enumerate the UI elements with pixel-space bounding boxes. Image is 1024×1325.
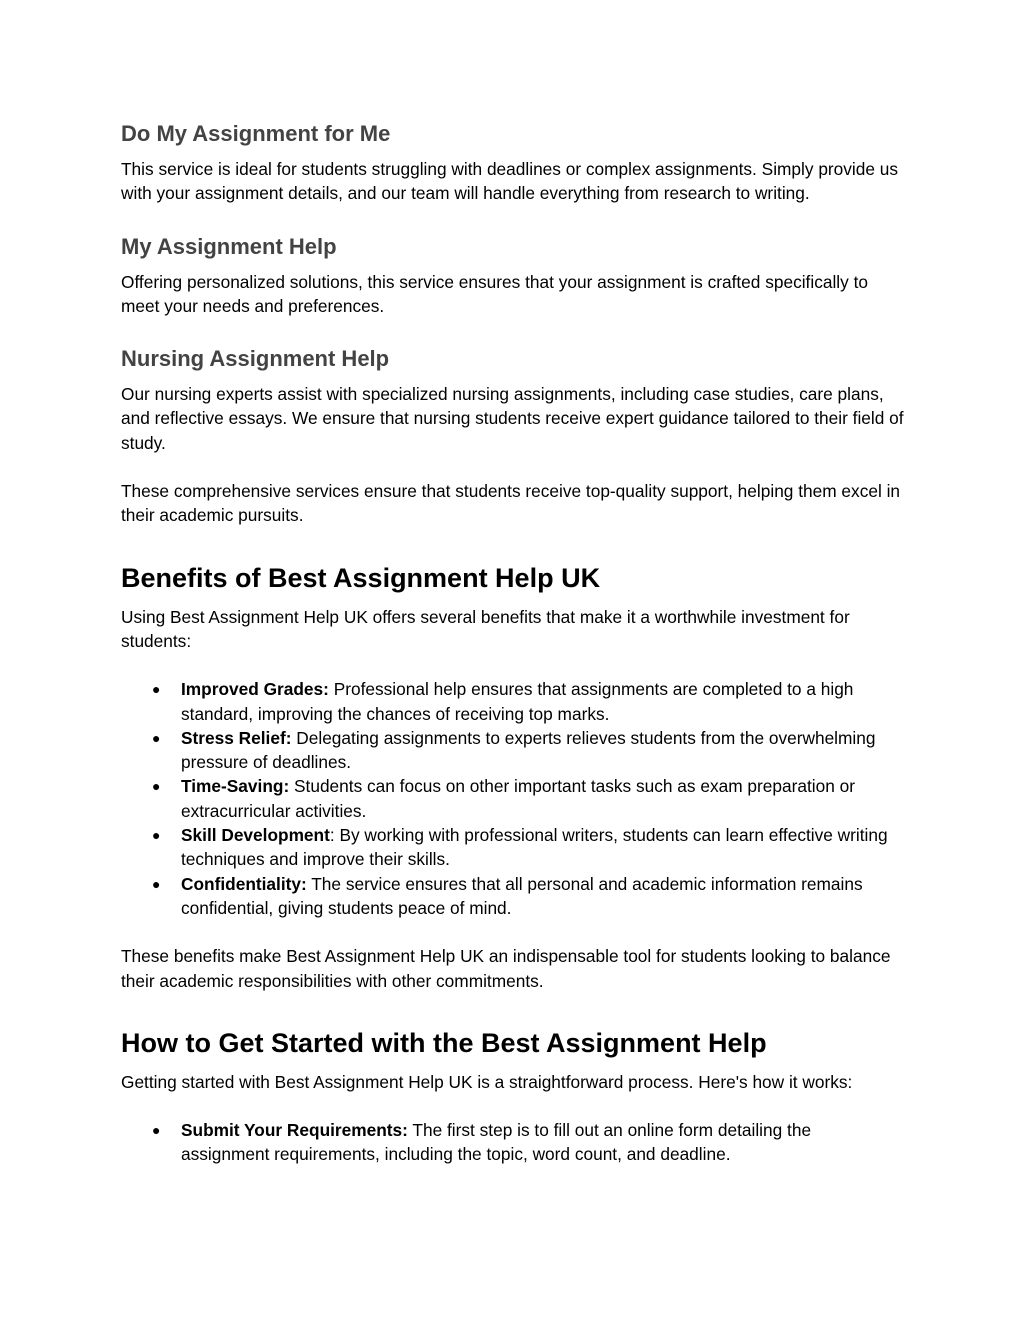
- list-item-text: Professional help ensures that assignments are completed to a high standard, improving the chances of receiving top marks.: [181, 679, 854, 724]
- paragraph-get-started-intro: Getting started with Best Assignment Help UK is a straightforward process. Here's how it works:: [121, 1071, 853, 1092]
- list-item-term: Time-Saving:: [181, 776, 290, 797]
- heading-get-started: How to Get Started with the Best Assignment Help: [121, 1027, 767, 1058]
- list-item: [152, 1118, 904, 1167]
- heading-benefits: Benefits of Best Assignment Help UK: [121, 562, 601, 593]
- list-item-text: The service ensures that all personal and academic information remains confidential, giving students peace of mind.: [181, 873, 863, 918]
- bullet-icon: ●: [152, 1122, 161, 1139]
- heading-nursing-assignment-help: Nursing Assignment Help: [121, 346, 390, 372]
- paragraph-do-my-assignment: This service is ideal for students struggling with deadlines or complex assignments. Simply provide us with your assignment details, and our team will handle everything from research to writing.: [121, 159, 899, 204]
- list-item-term: Stress Relief:: [181, 727, 292, 748]
- bullet-icon: ●: [152, 778, 161, 795]
- heading-do-my-assignment: Do My Assignment for Me: [121, 121, 391, 146]
- list-item-text: Delegating assignments to experts relieves students from the overwhelming pressure of deadlines.: [181, 727, 876, 773]
- paragraph-benefits-outro: These benefits make Best Assignment Help UK an indispensable tool for students looking to balance their academic responsibilities with other commitments.: [121, 946, 891, 991]
- benefits-list: [121, 677, 904, 920]
- list-item: [152, 726, 904, 775]
- bullet-icon: ●: [152, 681, 161, 698]
- list-item: [152, 677, 904, 726]
- list-item-term: Improved Grades:: [181, 679, 329, 700]
- list-item-term: Submit Your Requirements:: [181, 1120, 408, 1141]
- bullet-icon: ●: [152, 875, 161, 892]
- list-item-term: Confidentiality:: [181, 873, 307, 894]
- paragraph-benefits-intro: Using Best Assignment Help UK offers several benefits that make it a worthwhile investment for students:: [121, 606, 850, 651]
- list-item-term: Skill Development: [181, 825, 330, 846]
- list-item: [152, 823, 904, 872]
- paragraph-nursing-assignment-help: Our nursing experts assist with specialized nursing assignments, including case studies, care plans, and reflective essays. We ensure that nursing students receive expert guidance tailored to their field of study.: [121, 384, 904, 453]
- get-started-list: [121, 1118, 904, 1167]
- list-item-text: Students can focus on other important tasks such as exam preparation or extracurricular activities.: [181, 776, 855, 821]
- list-item-text: : By working with professional writers, students can learn effective writing techniques and improve their skills.: [181, 825, 888, 870]
- paragraph-services-summary: These comprehensive services ensure that students receive top-quality support, helping them excel in their academic pursuits.: [121, 481, 901, 526]
- list-item-text: The first step is to fill out an online form detailing the assignment requirements, including the topic, word count, and deadline.: [181, 1120, 812, 1165]
- bullet-icon: ●: [152, 827, 161, 844]
- list-item: [152, 774, 904, 823]
- paragraph-my-assignment-help: Offering personalized solutions, this service ensures that your assignment is crafted specifically to meet your needs and preferences.: [121, 271, 868, 316]
- bullet-icon: ●: [152, 729, 161, 746]
- heading-my-assignment-help: My Assignment Help: [121, 233, 337, 259]
- list-item: [152, 872, 904, 921]
